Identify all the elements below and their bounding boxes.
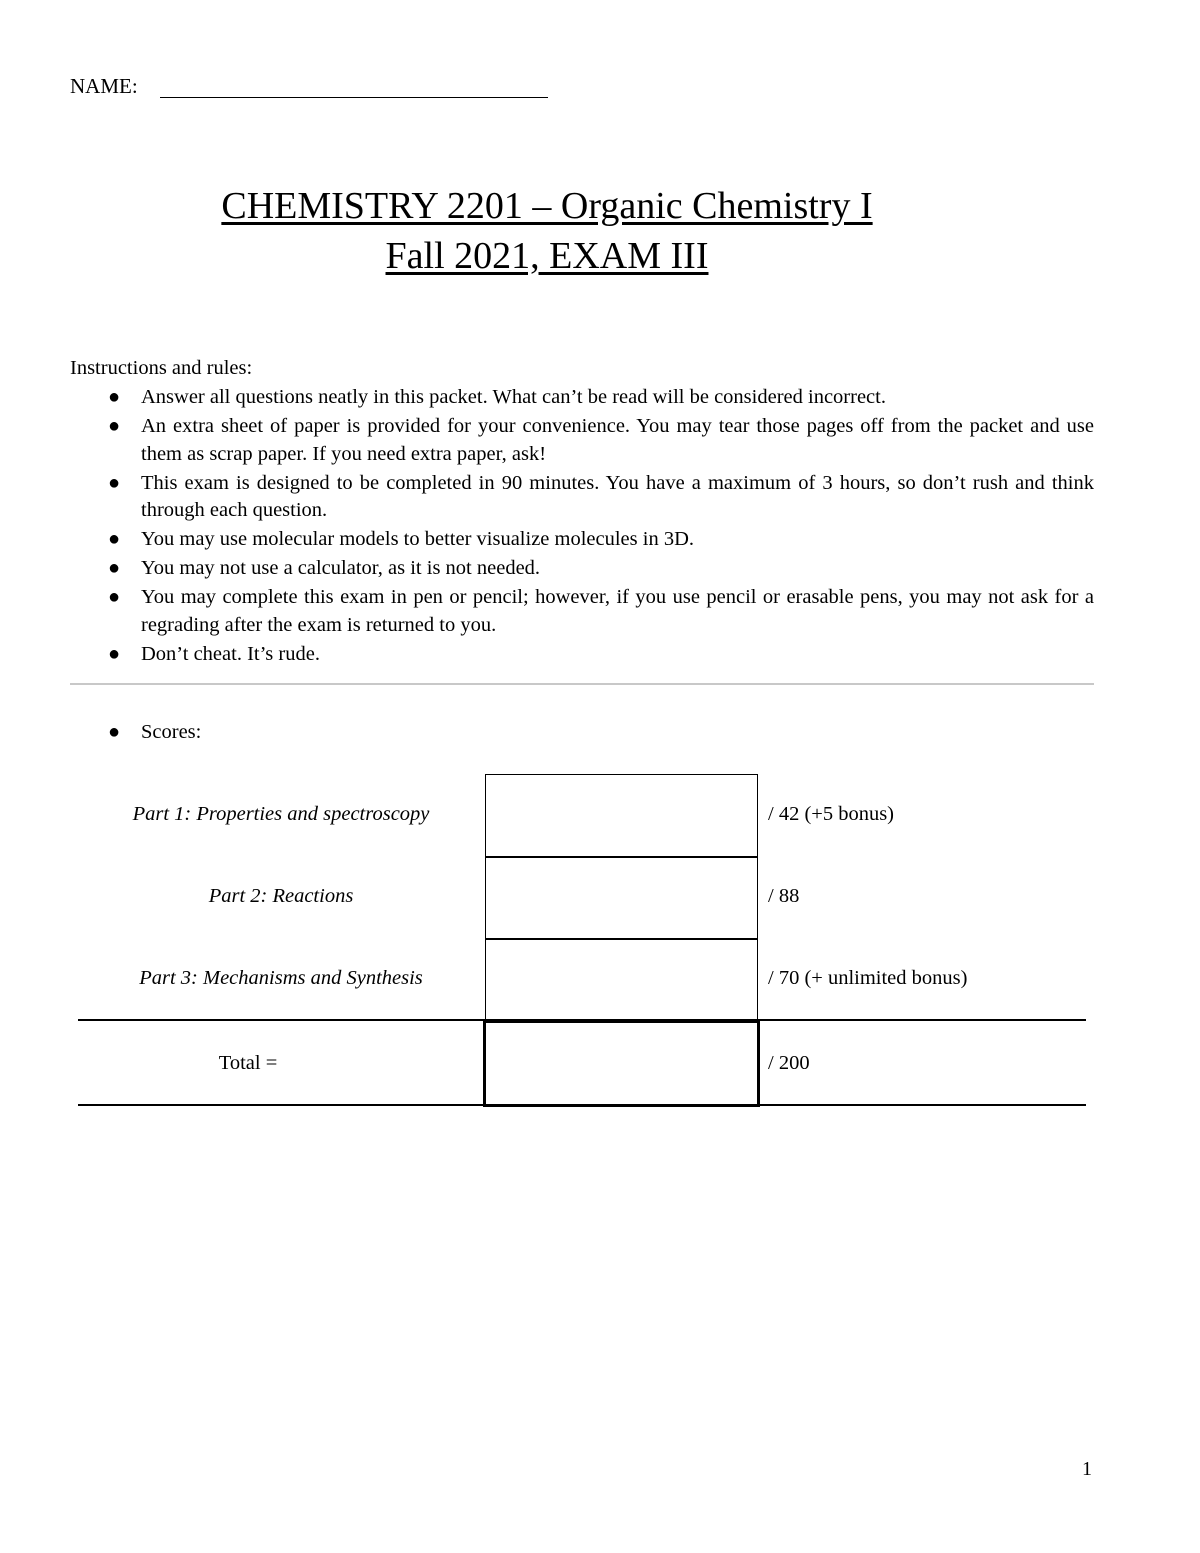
bullet-icon: ● <box>108 642 121 665</box>
rule-text: You may complete this exam in pen or pencil; however, if you use pencil or erasable pens, you may not ask for a regrading after the exam is returned to you. <box>141 586 1094 636</box>
list-item <box>70 641 1094 669</box>
bullet-icon: ● <box>108 528 121 550</box>
bullet-icon: ● <box>108 471 121 494</box>
total-score-box[interactable] <box>483 1020 760 1107</box>
total-max: / 200 <box>768 1052 810 1074</box>
bullet-icon: ● <box>108 386 121 408</box>
total-label: Total = <box>218 1052 278 1074</box>
rule-text: You may use molecular models to better visualize molecules in 3D. <box>141 528 695 550</box>
rule-text: This exam is designed to be completed in 90 minutes. You have a maximum of 3 hours, so don’t rush and think through each question. <box>141 471 1094 521</box>
list-item <box>70 413 1094 468</box>
list-item <box>70 555 1094 583</box>
part3-score-box[interactable] <box>485 938 758 1022</box>
part1-label: Part 1: Properties and spectroscopy <box>132 803 430 825</box>
bullet-icon: ● <box>108 586 121 608</box>
instructions-heading: Instructions and rules: <box>70 357 253 379</box>
total-bottom-rule <box>78 1104 1086 1106</box>
rule-text: Answer all questions neatly in this packet. What can’t be read will be considered incorrect. <box>141 386 886 408</box>
bullet-icon: ● <box>108 415 121 437</box>
course-title: CHEMISTRY 2201 – Organic Chemistry I <box>221 185 873 227</box>
part1-score-box[interactable] <box>485 774 758 858</box>
rule-text: Don’t cheat. It’s rude. <box>141 642 320 665</box>
scores-label: Scores: <box>141 721 202 743</box>
section-divider <box>70 683 1094 685</box>
name-label: NAME: <box>70 74 138 98</box>
list-item <box>70 584 1094 639</box>
list-item <box>70 526 1094 554</box>
part2-max: / 88 <box>768 885 800 907</box>
part2-score-box[interactable] <box>485 856 758 940</box>
list-item <box>70 384 1094 412</box>
bullet-icon: ● <box>108 557 121 579</box>
part3-label: Part 3: Mechanisms and Synthesis <box>139 967 423 989</box>
rules-list <box>70 384 1094 670</box>
scores-item <box>70 721 201 744</box>
part3-max: / 70 (+ unlimited bonus) <box>768 967 968 989</box>
name-blank-line[interactable] <box>160 97 548 98</box>
page-number: 1 <box>1082 1458 1092 1480</box>
part1-max: / 42 (+5 bonus) <box>768 803 895 825</box>
exam-title: Fall 2021, EXAM III <box>385 235 709 277</box>
part2-label: Part 2: Reactions <box>208 885 354 907</box>
bullet-icon: ● <box>108 721 121 743</box>
list-item <box>70 470 1094 525</box>
rule-text: An extra sheet of paper is provided for your convenience. You may tear those pages off from the packet and use them as scrap paper. If you need extra paper, ask! <box>141 415 1094 465</box>
rule-text: You may not use a calculator, as it is not needed. <box>141 557 541 579</box>
